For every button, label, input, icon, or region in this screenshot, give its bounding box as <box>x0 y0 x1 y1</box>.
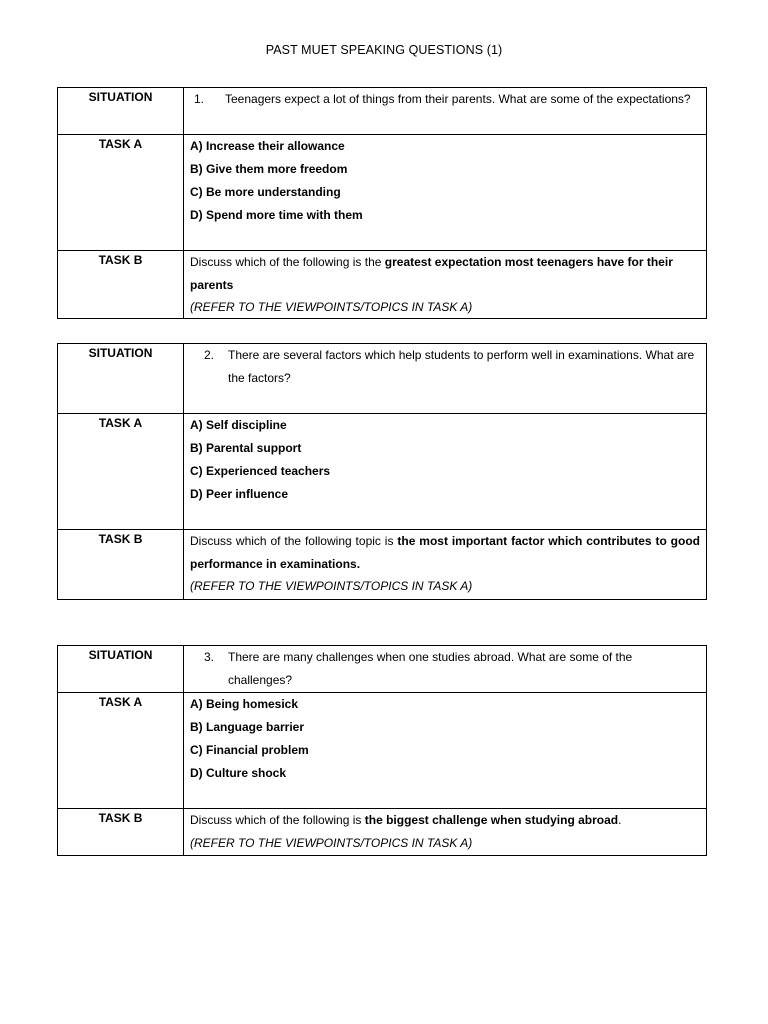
task-b-text: Discuss which of the following is the biggest challenge when studying abroad. <box>190 813 622 827</box>
situation-row <box>58 88 707 135</box>
task-b-label: TASK B <box>58 530 184 600</box>
situation-cell <box>184 646 707 693</box>
option-a: A) Increase their allowance <box>190 139 345 153</box>
option-d: D) Culture shock <box>190 766 287 780</box>
task-a-label: TASK A <box>58 693 184 809</box>
options-list <box>190 693 700 785</box>
option-b: B) Give them more freedom <box>190 162 348 176</box>
task-a-cell <box>184 693 707 809</box>
question-table-2 <box>57 343 707 600</box>
refer-note: (REFER TO THE VIEWPOINTS/TOPICS IN TASK A) <box>190 579 473 593</box>
refer-note: (REFER TO THE VIEWPOINTS/TOPICS IN TASK A) <box>190 300 473 314</box>
situation-cell <box>184 344 707 414</box>
question-table-3 <box>57 645 707 856</box>
task-b-row <box>58 809 707 856</box>
task-b-row <box>58 530 707 600</box>
task-a-label: TASK A <box>58 135 184 251</box>
option-b: B) Language barrier <box>190 720 305 734</box>
task-a-label: TASK A <box>58 414 184 530</box>
options-list <box>190 414 700 506</box>
situation-text: There are many challenges when one studies abroad. What are some of the challenges? <box>228 650 633 687</box>
situation-label: SITUATION <box>58 646 184 693</box>
option-b: B) Parental support <box>190 441 302 455</box>
task-b-emphasis: the most important factor which contributes to good performance in examinations. <box>190 534 700 571</box>
situation-label: SITUATION <box>58 88 184 135</box>
task-b-emphasis: the biggest challenge when studying abroad <box>364 813 619 827</box>
task-b-cell <box>184 251 707 319</box>
situation-cell <box>184 88 707 135</box>
page-title: PAST MUET SPEAKING QUESTIONS (1) <box>265 43 503 57</box>
situation-text: Teenagers expect a lot of things from their parents. What are some of the expectations? <box>225 92 691 106</box>
task-b-cell <box>184 809 707 856</box>
task-a-row <box>58 135 707 251</box>
situation-row <box>58 646 707 693</box>
task-b-emphasis: greatest expectation most teenagers have for their parents <box>190 255 673 292</box>
task-b-row <box>58 251 707 319</box>
situation-row <box>58 344 707 414</box>
task-b-text: Discuss which of the following is the greatest expectation most teenagers have for their parents <box>190 255 673 292</box>
situation-label: SITUATION <box>58 344 184 414</box>
question-number: 1. <box>194 92 205 106</box>
options-list <box>190 135 700 227</box>
task-a-cell <box>184 414 707 530</box>
situation-text: There are several factors which help students to perform well in examinations. What are the factors? <box>228 348 695 385</box>
option-c: C) Experienced teachers <box>190 464 331 478</box>
option-a: A) Being homesick <box>190 697 299 711</box>
question-number: 3. <box>204 650 215 664</box>
option-a: A) Self discipline <box>190 418 287 432</box>
question-table-1 <box>57 87 707 319</box>
task-b-label: TASK B <box>58 809 184 856</box>
question-number: 2. <box>204 348 215 362</box>
refer-note: (REFER TO THE VIEWPOINTS/TOPICS IN TASK A) <box>190 835 473 850</box>
task-a-row <box>58 414 707 530</box>
option-c: C) Financial problem <box>190 743 309 757</box>
task-a-row <box>58 693 707 809</box>
option-d: D) Peer influence <box>190 487 289 501</box>
option-d: D) Spend more time with them <box>190 208 363 222</box>
task-b-label: TASK B <box>58 251 184 319</box>
task-a-cell <box>184 135 707 251</box>
option-c: C) Be more understanding <box>190 185 341 199</box>
task-b-cell <box>184 530 707 600</box>
task-b-text: Discuss which of the following topic is the most important factor which contributes to good performance in examinations. <box>190 534 700 571</box>
